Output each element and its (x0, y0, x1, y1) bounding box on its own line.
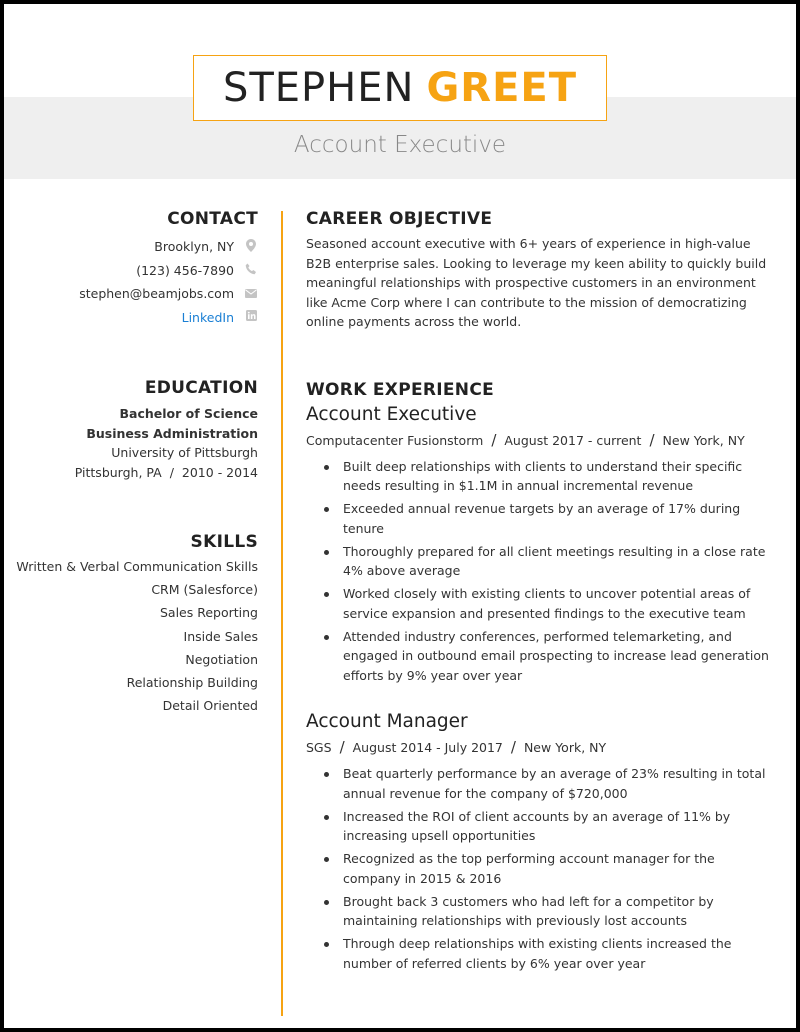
education-school: University of Pittsburgh (111, 445, 258, 460)
job-company: SGS (306, 740, 332, 755)
phone-icon (244, 263, 258, 278)
resume-page (4, 4, 796, 1028)
bullet-item: Attended industry conferences, performed telemarketing, and engaged in outbound email prospecting to increase lead generation efforts by 9% year over year (324, 627, 776, 686)
education-major: Business Administration (86, 425, 258, 441)
job-meta (306, 431, 776, 449)
job-dates: August 2017 - current (504, 432, 642, 448)
skill-item: Sales Reporting (159, 605, 258, 621)
contact-section (4, 209, 258, 329)
column-divider (281, 211, 283, 1016)
education-section (4, 378, 258, 482)
first-name: STEPHEN (222, 65, 415, 111)
job-bullets (324, 457, 776, 686)
education-location-years (4, 463, 258, 483)
contact-phone (4, 259, 258, 283)
experience-section (306, 380, 776, 974)
left-column (4, 209, 258, 717)
linkedin-icon (244, 310, 258, 324)
job-role: Account Manager (306, 711, 468, 732)
education-location: Pittsburgh, PA (74, 464, 162, 480)
job-meta (306, 738, 776, 756)
job-location: New York, NY (523, 740, 607, 755)
job-entry (306, 404, 776, 686)
linkedin-link[interactable]: LinkedIn (181, 309, 234, 325)
contact-email[interactable] (4, 282, 258, 306)
location-pin-icon (244, 239, 258, 255)
last-name: GREET (426, 65, 578, 111)
job-location: New York, NY (662, 432, 745, 448)
education-heading: EDUCATION (144, 378, 258, 398)
email-text[interactable]: stephen@beamjobs.com (79, 286, 234, 302)
location-text: Brooklyn, NY (154, 239, 234, 255)
contact-location (4, 235, 258, 259)
separator: / (491, 430, 497, 449)
separator: / (649, 430, 655, 449)
skill-item: Relationship Building (126, 675, 258, 691)
skill-item: Detail Oriented (162, 698, 258, 714)
bullet-item: Thoroughly prepared for all client meetings resulting in a close rate 4% above average (324, 542, 776, 581)
bullet-item: Built deep relationships with clients to understand their specific needs resulting in $1.1M in annual incremental revenue (324, 457, 776, 496)
education-years: 2010 - 2014 (181, 464, 258, 480)
skill-item: Inside Sales (183, 628, 258, 644)
bullet-item: Worked closely with existing clients to uncover potential areas of service expansion and presented findings to the executive team (324, 584, 776, 623)
envelope-icon (244, 287, 258, 301)
job-company: Computacenter Fusionstorm (306, 432, 484, 448)
experience-heading: WORK EXPERIENCE (306, 379, 495, 400)
skill-item: Written & Verbal Communication Skills (16, 559, 258, 574)
name-box (193, 55, 607, 121)
bullet-item: Beat quarterly performance by an average of 23% resulting in total annual revenue for the company of $720,000 (324, 764, 776, 803)
bullet-item: Through deep relationships with existing clients increased the number of referred clients by 6% year over year (324, 934, 776, 973)
phone-text: (123) 456-7890 (136, 262, 234, 278)
skill-item: Negotiation (185, 651, 258, 667)
job-entry (306, 711, 776, 973)
skills-section (4, 532, 258, 717)
contact-linkedin[interactable] (4, 306, 258, 330)
separator: / (339, 738, 345, 756)
separator: / (510, 738, 516, 756)
bullet-item: Recognized as the top performing account manager for the company in 2015 & 2016 (324, 849, 776, 888)
skill-item: CRM (Salesforce) (151, 582, 258, 598)
objective-section (306, 209, 776, 332)
skills-heading: SKILLS (190, 532, 258, 552)
separator: / (169, 464, 174, 480)
job-role: Account Executive (306, 403, 477, 425)
job-bullets (324, 764, 776, 973)
objective-text: Seasoned account executive with 6+ years of experience in high-value B2B enterprise sales. Looking to leverage my keen ability to quickly build meaningful relationships with prospective customers in an environment like Acme Corp where I can contribute to the mission of democratizing online payments across the world. (306, 236, 767, 329)
bullet-item: Exceeded annual revenue targets by an average of 17% during tenure (324, 499, 776, 538)
education-degree: Bachelor of Science (119, 406, 258, 421)
bullet-item: Increased the ROI of client accounts by an average of 11% by increasing upsell opportunities (324, 807, 776, 846)
objective-heading: CAREER OBJECTIVE (306, 209, 493, 229)
right-column (306, 209, 776, 977)
job-dates: August 2014 - July 2017 (352, 740, 503, 755)
contact-heading: CONTACT (167, 209, 258, 229)
bullet-item: Brought back 3 customers who had left for a competitor by maintaining relationships with previously lost accounts (324, 892, 776, 931)
job-title: Account Executive (293, 132, 507, 158)
